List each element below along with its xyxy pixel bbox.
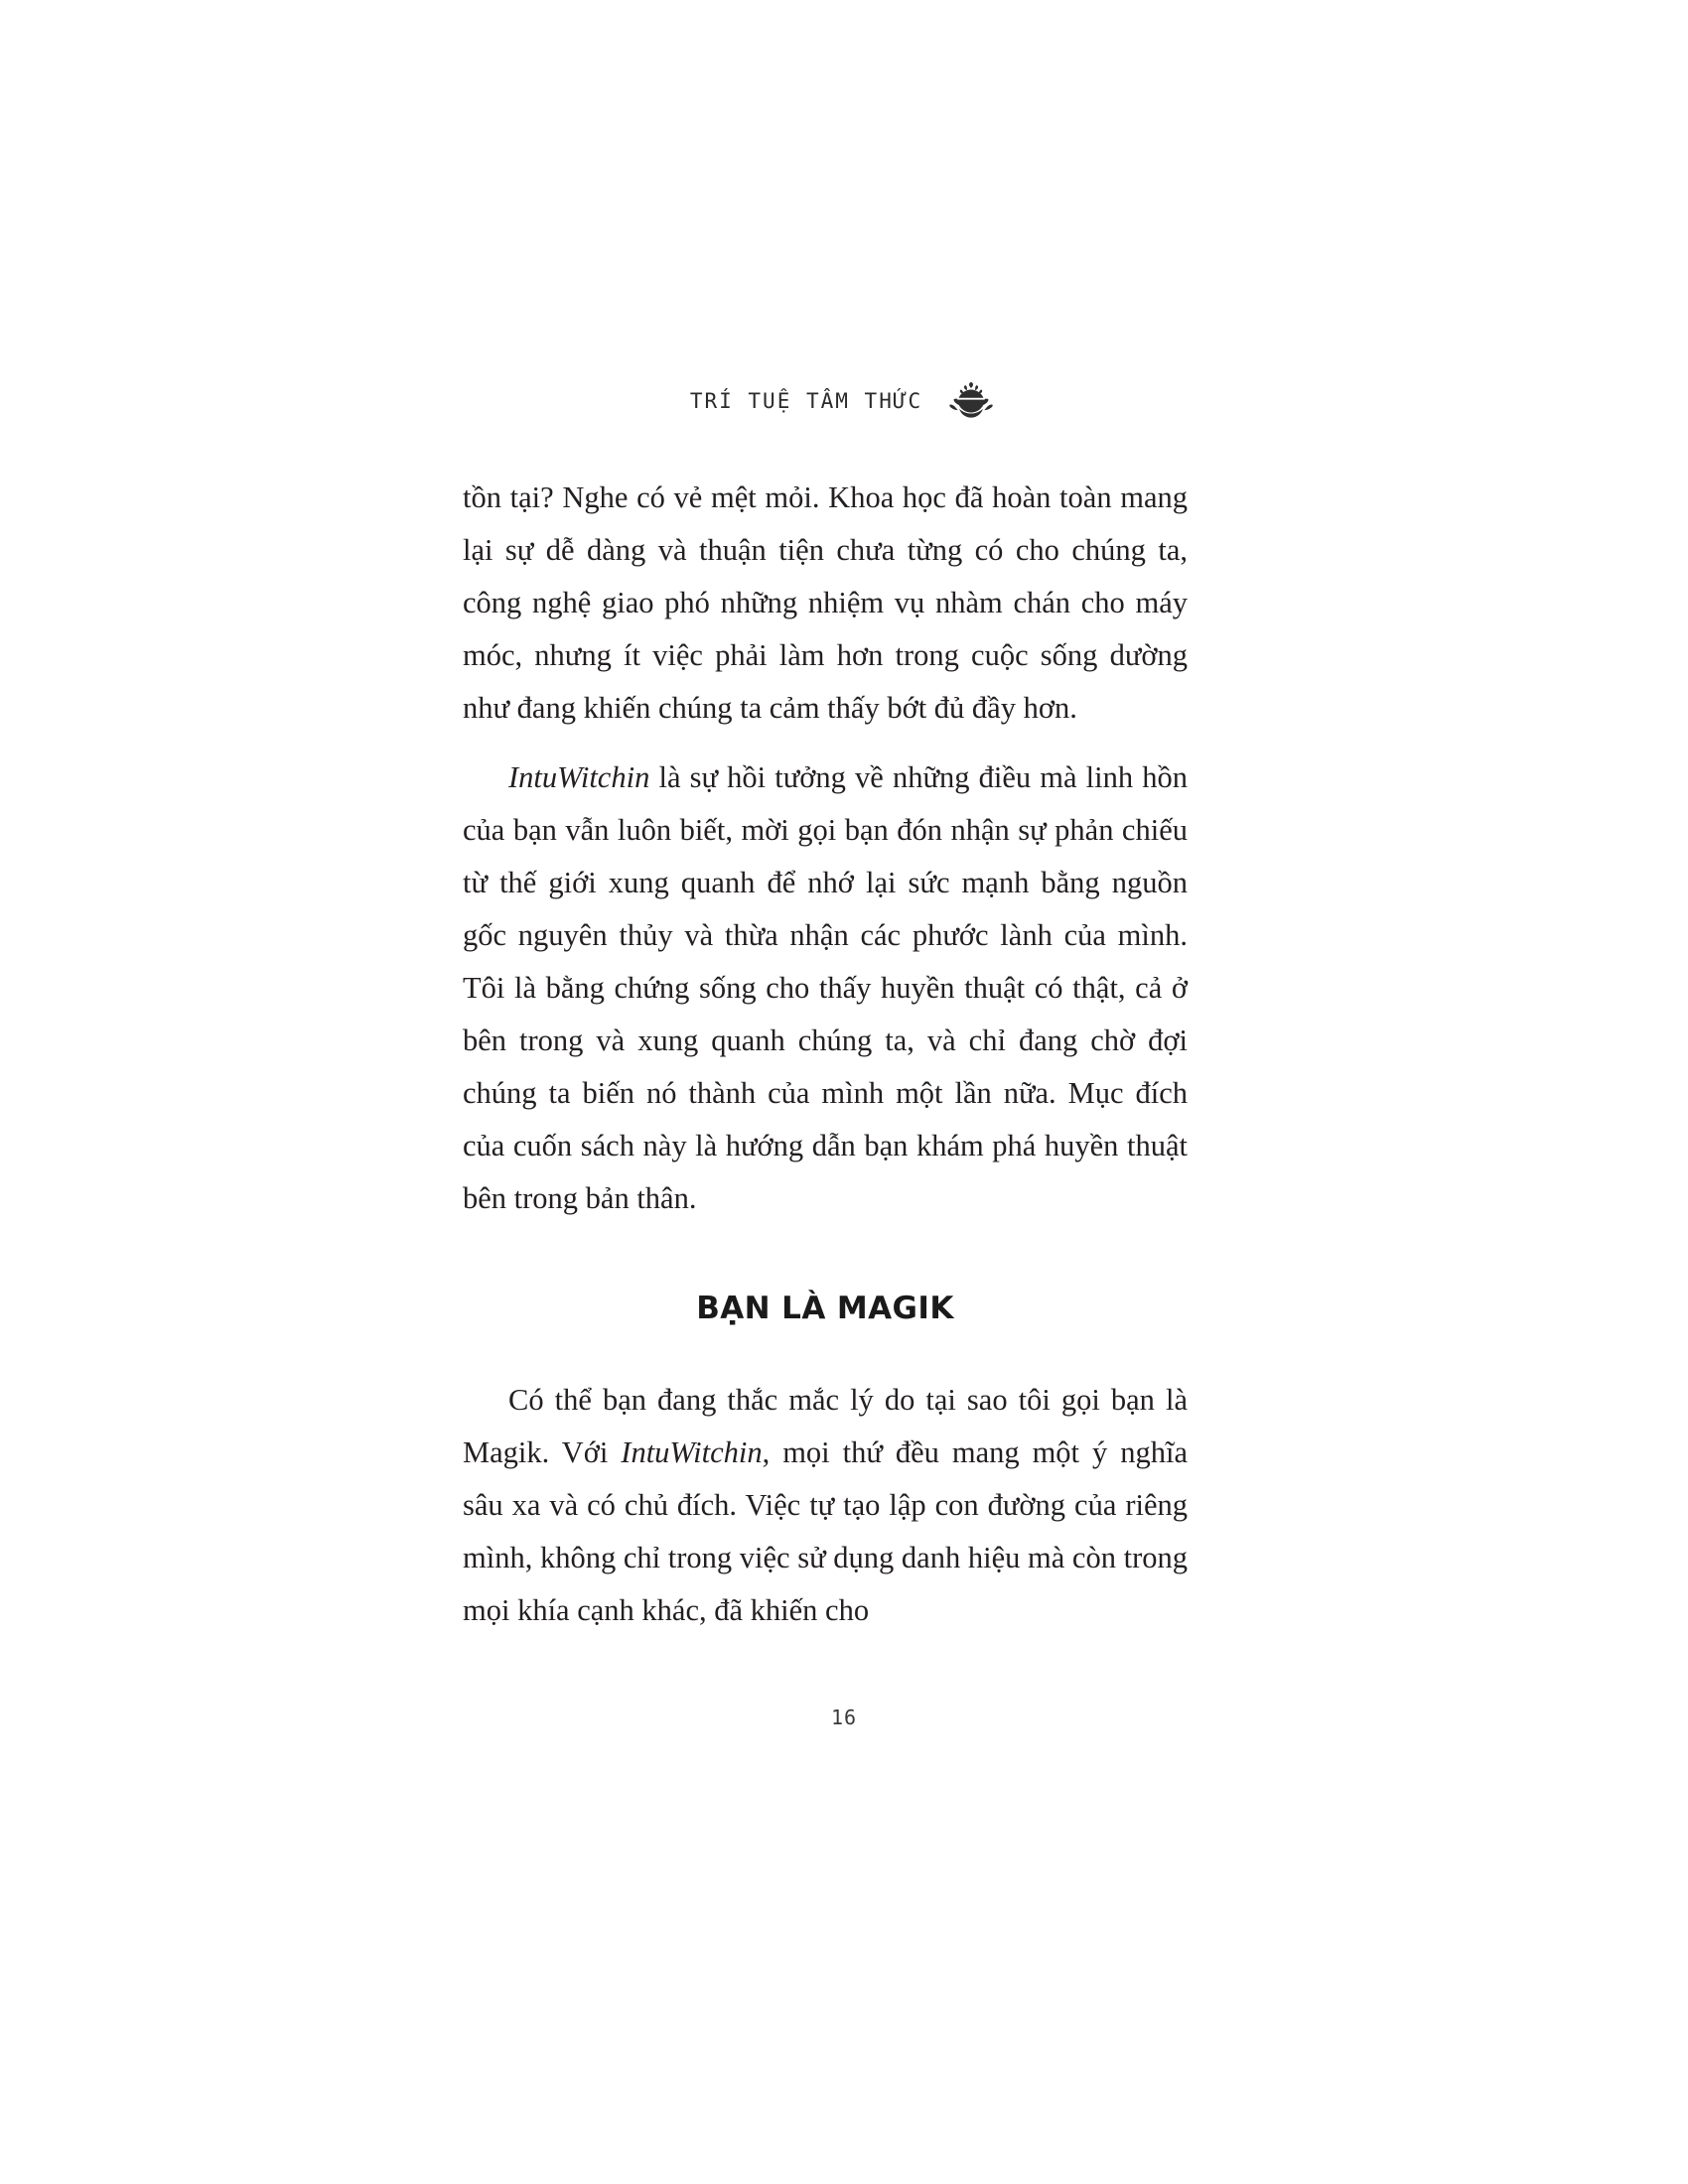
running-head: [0, 379, 1688, 423]
paragraph-magik-part1: Có thể bạn đang thắc mắc lý do tại sao tôi gọi bạn là Magik. Với: [463, 1383, 1188, 1469]
paragraph-magik: [463, 1374, 1188, 1637]
page-number: 16: [830, 1706, 858, 1729]
running-head-title: TRÍ TUỆ TÂM THỨC: [689, 389, 923, 413]
paragraph-intuwitchin-rest: là sự hồi tưởng về những điều mà linh hồn của bạn vẫn luôn biết, mời gọi bạn đón nhận sự phản chiếu từ thế giới xung quanh để nhớ lại sức mạnh bằng nguồn gốc nguyên thủy và thừa nhận các phước lành của mình. Tôi là bằng chứng sống cho thấy huyền thuật có thật, cả ở bên trong và xung quanh chúng ta, và chỉ đang chờ đợi chúng ta biến nó thành của mình một lần nữa. Mục đích của cuốn sách này là hướng dẫn bạn khám phá huyền thuật bên trong bản thân.: [463, 760, 1188, 1215]
paragraph-intuwitchin: [463, 751, 1188, 1225]
paragraph-continued: tồn tại? Nghe có vẻ mệt mỏi. Khoa học đã hoàn toàn mang lại sự dễ dàng và thuận tiện chưa từng có cho chúng ta, công nghệ giao phó những nhiệm vụ nhàm chán cho máy móc, nhưng ít việc phải làm hơn trong cuộc sống dường như đang khiến chúng ta cảm thấy bớt đủ đầy hơn.: [463, 480, 1188, 725]
section-heading: BẠN LÀ MAGIK: [696, 1291, 954, 1326]
italic-term-intuwitchin: IntuWitchin: [508, 760, 650, 794]
lotus-crown-ornament-icon: [944, 379, 998, 423]
paragraph-magik-part2: , mọi thứ đều mang một ý nghĩa sâu xa và có chủ đích. Việc tự tạo lập con đường của riêng mình, không chỉ trong việc sử dụng danh hiệu mà còn trong mọi khía cạnh khác, đã khiến cho: [463, 1435, 1188, 1627]
italic-term-intuwitchin-2: IntuWitchin: [621, 1435, 763, 1469]
section-heading-wrap: [463, 1291, 1188, 1326]
body-text-column: [463, 472, 1188, 1637]
